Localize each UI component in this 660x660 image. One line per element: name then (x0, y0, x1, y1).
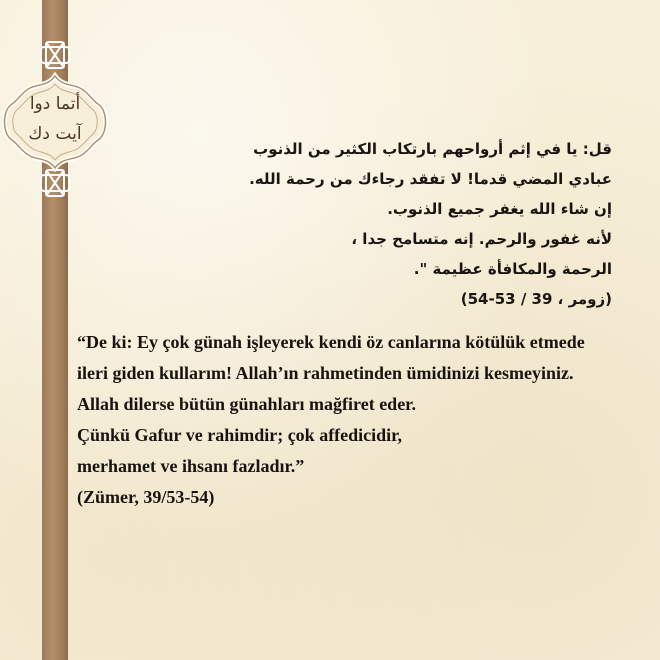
arabic-verse (232, 134, 612, 314)
badge-line-2: آيت دك (28, 124, 82, 144)
badge-frame-icon (0, 72, 110, 172)
knot-ornament-bottom-icon (33, 166, 77, 200)
turkish-line: Çünkü Gafur ve rahimdir; çok affedicidir, (77, 425, 403, 445)
arabic-line: عبادي المضي قدما! لا تفقد رجاءك من رحمة الله. (249, 170, 612, 188)
turkish-line: merhamet ve ihsanı fazladır.” (77, 456, 305, 476)
turkish-verse (77, 327, 637, 513)
badge-line-1: أتما دوا (29, 94, 81, 114)
arabic-line: لأنه غفور والرحم. إنه متسامح جدا ، (351, 230, 612, 248)
turkish-line: “De ki: Ey çok günah işleyerek kendi öz canlarına kötülük etmede (77, 332, 585, 352)
turkish-line: ileri giden kullarım! Allah’ın rahmetinden ümidinizi kesmeyiniz. (77, 363, 574, 383)
arabic-reference: (زومر ، 39 / 53-54) (460, 290, 612, 308)
arabic-line: إن شاء الله يغفر جميع الذنوب. (387, 200, 612, 218)
title-badge (0, 72, 110, 172)
turkish-reference: (Zümer, 39/53-54) (77, 487, 215, 507)
arabic-line: الرحمة والمكافأة عظيمة ". (413, 260, 612, 278)
arabic-line: قل: يا في إثم أرواحهم بارتكاب الكثير من الذنوب (253, 140, 612, 158)
turkish-line: Allah dilerse bütün günahları mağfiret eder. (77, 394, 417, 414)
knot-ornament-top-icon (33, 38, 77, 72)
